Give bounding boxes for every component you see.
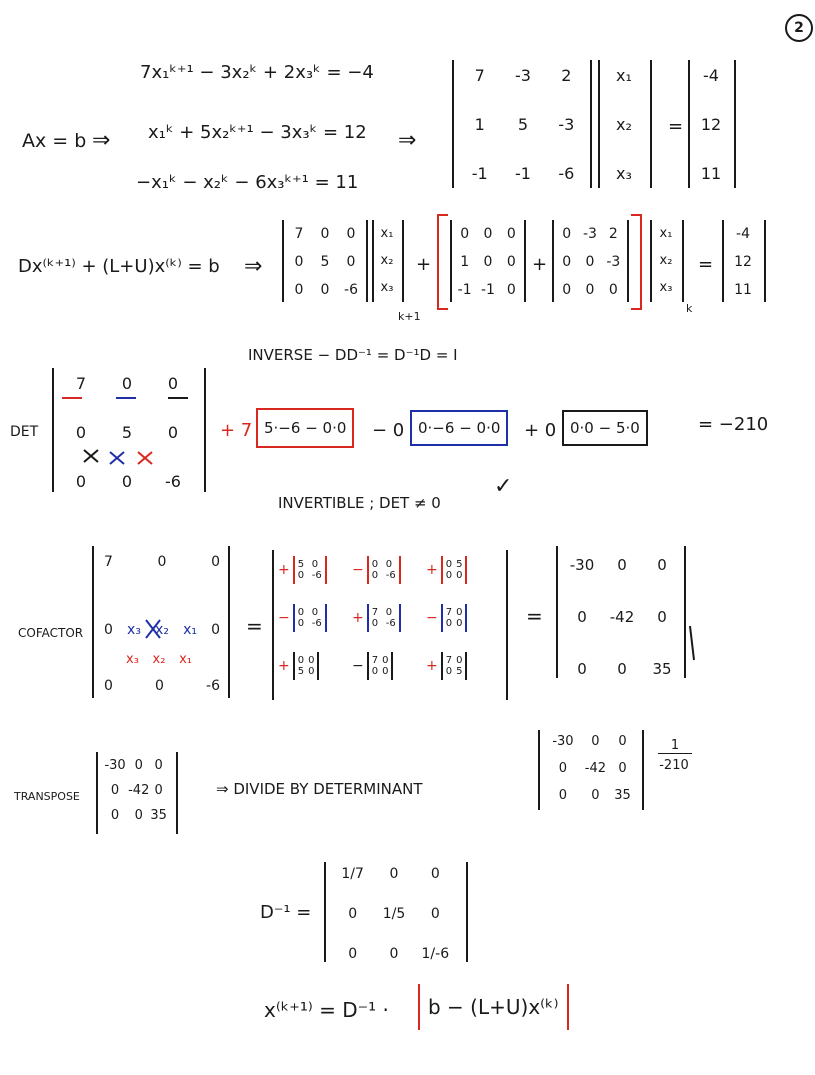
matrix-cell: -6	[206, 678, 220, 694]
matrix-cell: 0	[657, 608, 667, 626]
det-term-1: + 7	[220, 420, 253, 441]
superscript-k1: k+1	[398, 310, 421, 323]
minor-value: 0	[456, 655, 463, 666]
vector-cell: x₃	[380, 280, 394, 295]
checkmark-icon: ✓	[494, 474, 513, 499]
matrix-cell: 5	[121, 423, 133, 442]
matrix-cell: 0	[617, 556, 627, 574]
equation-1: 7x₁ᵏ⁺¹ − 3x₂ᵏ + 2x₃ᵏ = −4	[140, 62, 374, 83]
matrix-cell: 0	[157, 554, 167, 570]
vector-cell: x₂	[380, 253, 394, 268]
matrix-cell: 0	[430, 866, 440, 882]
minor-value: 0	[311, 607, 319, 618]
vector-cell: x₂	[616, 115, 632, 134]
fraction-denominator: -210	[659, 758, 689, 773]
matrix-cell: 1/5	[382, 906, 406, 922]
matrix-cell: 0	[104, 622, 113, 638]
dinv-label: D⁻¹ =	[260, 902, 312, 923]
vector-cell: x₁	[380, 226, 394, 241]
matrix-cell: 0	[562, 226, 572, 242]
minor-sign: +	[352, 610, 364, 626]
equals-sign-2: =	[698, 254, 714, 275]
vector-cell: 12	[700, 115, 722, 134]
matrix-cell: 0	[348, 906, 358, 922]
minor-value: 0	[456, 607, 463, 618]
matrix-cell: 35	[614, 788, 631, 803]
superscript-k: k	[686, 302, 693, 315]
minor-value: 5	[456, 559, 463, 570]
matrix-cell: 0	[75, 472, 87, 491]
det-label: DET	[10, 424, 39, 440]
minor-value: 0	[371, 618, 379, 629]
matrix-cell: 35	[150, 808, 167, 823]
minor-value: -6	[311, 570, 322, 581]
minor-value: 0	[311, 559, 319, 570]
matrix-cell: x₁	[183, 622, 197, 638]
matrix-cell: 0	[389, 946, 399, 962]
matrix-cell: 0	[389, 866, 399, 882]
minor-value: 7	[445, 607, 453, 618]
matrix-cell: 0	[618, 734, 627, 749]
cross-mark-x	[138, 452, 152, 464]
matrix-cell: 0	[585, 254, 595, 270]
minor-value: 0	[445, 559, 453, 570]
matrix-cell: 0	[430, 906, 440, 922]
implies-arrow: ⇒	[92, 128, 111, 153]
cofactor-label: COFACTOR	[18, 626, 84, 640]
implies-arrow-3: ⇒	[244, 254, 263, 279]
minor-value: -6	[311, 618, 322, 629]
matrix-cell: 0	[506, 254, 516, 270]
matrix-cell: 2	[608, 226, 618, 242]
matrix-cell: 0	[617, 660, 627, 678]
minor-value: 0	[297, 607, 305, 618]
plus-sign: +	[416, 254, 432, 275]
minor-value: 0	[382, 655, 389, 666]
matrix-cell: x₃	[127, 622, 141, 638]
matrix-cell: 0	[577, 608, 587, 626]
matrix-cell: -30	[552, 734, 574, 749]
matrix-cell: -1	[471, 164, 488, 183]
matrix-cell: x₂	[155, 622, 169, 638]
matrix-cell: 0	[134, 808, 143, 823]
matrix-cell: 0	[506, 282, 516, 298]
matrix-cell: 0	[75, 423, 87, 442]
matrix-cell: -6	[165, 472, 181, 491]
minor-value: 0	[308, 655, 315, 666]
matrix-cell: 2	[561, 66, 572, 85]
equals-sign: =	[668, 116, 684, 137]
matrix-cell: 0	[121, 472, 133, 491]
matrix-cell: 1	[460, 254, 470, 270]
matrix-cell: 0	[167, 374, 179, 393]
vector-cell: 11	[734, 282, 752, 298]
cof-equals: =	[246, 614, 263, 638]
matrix-cell: 0	[294, 254, 304, 270]
matrix-cell: -3	[558, 115, 575, 134]
inverse-note: INVERSE − DD⁻¹ = D⁻¹D = I	[248, 346, 458, 364]
minor-value: 5	[297, 666, 305, 677]
minor-value: 0	[371, 570, 379, 581]
matrix-cell: -42	[584, 761, 607, 776]
matrix-cell: 0	[167, 423, 179, 442]
minor-sign: +	[426, 562, 438, 578]
matrix-cell: -42	[609, 608, 635, 626]
det-term-3: + 0	[524, 420, 557, 441]
matrix-cell: 0	[320, 226, 330, 242]
minor-value: 0	[385, 607, 393, 618]
implies-arrow-2: ⇒	[398, 128, 417, 153]
matrix-cell: 0	[110, 808, 120, 823]
det-term-2-bracket: 0·−6 − 0·0	[410, 410, 508, 446]
page-number: 2	[785, 14, 813, 42]
matrix-cell: 0	[134, 758, 143, 773]
vector-cell: -4	[703, 66, 719, 85]
minor-sign: +	[278, 562, 290, 578]
cof-equals-2: =	[526, 604, 543, 628]
matrix-cell: -3	[606, 254, 621, 270]
minor-sign: +	[278, 658, 290, 674]
minor-value: 0	[456, 570, 463, 581]
minor-value: 7	[371, 607, 379, 618]
cross-mark-x	[84, 450, 98, 462]
matrix-cell: -6	[344, 282, 358, 298]
divide-by-determinant: ⇒ DIVIDE BY DETERMINANT	[216, 780, 423, 798]
equation-3: −x₁ᵏ − x₂ᵏ − 6x₃ᵏ⁺¹ = 11	[136, 172, 359, 193]
matrix-cell: 0	[211, 622, 220, 638]
matrix-cell: 1	[474, 115, 485, 134]
cross-mark-x	[110, 452, 124, 464]
minor-value: 0	[308, 666, 315, 677]
matrix-cell: 0	[591, 788, 600, 803]
minor-value: 7	[371, 655, 379, 666]
final-formula-lhs: x⁽ᵏ⁺¹⁾ = D⁻¹ ·	[264, 998, 389, 1022]
matrix-cell: -1	[457, 282, 472, 298]
minor-value: 7	[445, 655, 453, 666]
splitting-equation: Dx⁽ᵏ⁺¹⁾ + (L+U)x⁽ᵏ⁾ = b	[18, 256, 220, 277]
matrix-cell: 0	[585, 282, 595, 298]
plus-sign-2: +	[532, 254, 548, 275]
minor-value: -6	[385, 570, 396, 581]
matrix-cell: -6	[558, 164, 575, 183]
det-term-1-bracket: 5·−6 − 0·0	[256, 408, 354, 448]
det-term-3-bracket: 0·0 − 5·0	[562, 410, 648, 446]
underline-mark	[690, 626, 694, 660]
matrix-cell: x₁	[179, 652, 192, 667]
matrix-cell: 0	[558, 788, 568, 803]
det-result: = −210	[698, 414, 769, 435]
minor-value: 0	[371, 559, 379, 570]
matrix-cell: 35	[652, 660, 672, 678]
vector-cell: 12	[734, 254, 752, 270]
matrix-cell: 0	[155, 678, 164, 694]
minor-value: 0	[297, 570, 305, 581]
matrix-cell: 0	[562, 282, 572, 298]
matrix-cell: 0	[110, 783, 120, 798]
vector-cell: x₃	[616, 164, 632, 183]
minor-sign: −	[426, 610, 438, 626]
cross-mark-x	[146, 620, 160, 638]
minor-sign: −	[352, 658, 364, 674]
matrix-cell: 0	[211, 554, 220, 570]
minor-value: 0	[456, 618, 463, 629]
matrix-cell: 0	[154, 758, 163, 773]
matrix-cell: 7	[104, 554, 113, 570]
matrix-cell: 7	[474, 66, 485, 85]
matrix-cell: -3	[583, 226, 597, 242]
matrix-cell: -3	[515, 66, 531, 85]
matrix-cell: 5	[320, 254, 330, 270]
matrix-cell: -30	[569, 556, 595, 574]
equation-2: x₁ᵏ + 5x₂ᵏ⁺¹ − 3x₃ᵏ = 12	[148, 122, 367, 143]
minor-value: 0	[445, 666, 453, 677]
matrix-cell: -1	[515, 164, 531, 183]
matrix-cell: 0	[577, 660, 587, 678]
matrix-cell: 0	[320, 282, 330, 298]
matrix-cell: 0	[558, 761, 568, 776]
minor-value: 0	[445, 570, 453, 581]
vector-cell: x₁	[659, 226, 673, 241]
matrix-cell: 0	[294, 282, 304, 298]
minor-value: 0	[371, 666, 379, 677]
minor-value: 0	[445, 618, 453, 629]
matrix-cell: 0	[506, 226, 516, 242]
matrix-cell: 0	[104, 678, 113, 694]
invertible-note: INVERTIBLE ; DET ≠ 0	[278, 494, 441, 512]
minor-value: 0	[385, 559, 393, 570]
vector-cell: x₂	[659, 253, 673, 268]
matrix-cell: -42	[128, 783, 150, 798]
matrix-cell: -1	[481, 282, 495, 298]
minor-value: 5	[297, 559, 305, 570]
matrix-cell: 0	[618, 761, 627, 776]
vector-cell: -4	[736, 226, 750, 242]
matrix-cell: 0	[657, 556, 667, 574]
det-term-2: − 0	[372, 420, 405, 441]
matrix-cell: 0	[154, 783, 163, 798]
vector-cell: x₁	[616, 66, 632, 85]
vector-cell: 11	[700, 164, 722, 183]
ax-eq-b: Ax = b	[22, 130, 87, 152]
matrix-cell: 5	[517, 115, 529, 134]
final-formula-bracket: b − (L+U)x⁽ᵏ⁾	[418, 984, 569, 1030]
matrix-cell: 0	[346, 254, 356, 270]
minor-value: 0	[297, 618, 305, 629]
matrix-cell: 1/7	[341, 866, 364, 882]
matrix-cell: 0	[562, 254, 572, 270]
matrix-cell: 0	[348, 946, 358, 962]
minor-sign: +	[426, 658, 438, 674]
fraction-numerator: 1	[658, 738, 692, 754]
matrix-cell: 0	[483, 226, 493, 242]
matrix-cell: x₃	[126, 652, 139, 667]
minor-value: -6	[385, 618, 396, 629]
matrix-cell: 0	[460, 226, 470, 242]
minor-value: 0	[297, 655, 305, 666]
matrix-cell: 0	[608, 282, 618, 298]
matrix-cell: 7	[294, 226, 304, 242]
minor-value: 0	[382, 666, 389, 677]
matrix-cell: 0	[121, 374, 133, 393]
matrix-cell: -30	[104, 758, 126, 773]
matrix-cell: 7	[75, 374, 87, 393]
minor-sign: −	[278, 610, 290, 626]
matrix-cell: x₂	[152, 652, 166, 667]
minor-value: 5	[456, 666, 463, 677]
matrix-cell: 0	[591, 734, 600, 749]
matrix-cell: 0	[346, 226, 356, 242]
minor-sign: −	[352, 562, 364, 578]
matrix-cell: 0	[483, 254, 493, 270]
vector-cell: x₃	[659, 280, 673, 295]
matrix-cell: 1/-6	[421, 946, 450, 962]
transpose-label: TRANSPOSE	[14, 790, 80, 803]
